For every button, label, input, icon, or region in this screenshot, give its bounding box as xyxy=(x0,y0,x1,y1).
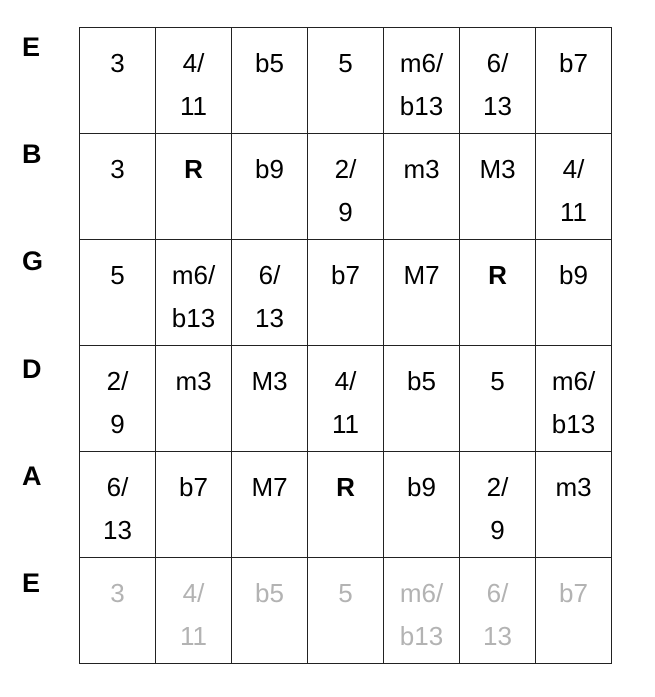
interval-label: 5 xyxy=(490,366,505,396)
interval-cell xyxy=(232,558,308,664)
interval-cell xyxy=(536,452,612,558)
interval-cell xyxy=(232,28,308,134)
interval-cell xyxy=(536,346,612,452)
interval-label: b7 xyxy=(179,472,208,502)
interval-label: 5 xyxy=(110,260,125,290)
interval-cell xyxy=(308,452,384,558)
interval-cell xyxy=(536,134,612,240)
interval-cell xyxy=(308,240,384,346)
grid-row-a xyxy=(80,452,612,558)
interval-cell xyxy=(80,28,156,134)
interval-label: b9 xyxy=(407,472,436,502)
interval-label: m3 xyxy=(175,366,212,396)
interval-label: b7 xyxy=(331,260,360,290)
interval-cell xyxy=(384,28,460,134)
interval-cell xyxy=(384,240,460,346)
string-label-g: G xyxy=(22,246,44,276)
interval-cell xyxy=(308,28,384,134)
interval-label: 3 xyxy=(110,48,125,78)
interval-label: b5 xyxy=(255,578,284,608)
interval-cell xyxy=(308,558,384,664)
interval-label: 2/ 9 xyxy=(486,472,509,545)
interval-label: 2/ 9 xyxy=(106,366,129,439)
interval-label: M7 xyxy=(251,472,288,502)
interval-cell xyxy=(232,346,308,452)
interval-label: 3 xyxy=(110,578,125,608)
grid-row-low-e xyxy=(80,558,612,664)
interval-label: 6/ 13 xyxy=(255,260,284,333)
interval-cell xyxy=(156,28,232,134)
string-label-d: D xyxy=(22,354,42,384)
interval-label: 6/ 13 xyxy=(103,472,132,545)
interval-cell xyxy=(156,134,232,240)
interval-cell xyxy=(156,346,232,452)
interval-cell xyxy=(460,134,536,240)
interval-label: b7 xyxy=(559,578,588,608)
string-label-b: B xyxy=(22,139,42,169)
interval-cell xyxy=(232,452,308,558)
interval-cell xyxy=(536,558,612,664)
interval-label: b9 xyxy=(559,260,588,290)
grid-row-g xyxy=(80,240,612,346)
interval-label: 6/ 13 xyxy=(483,48,512,121)
interval-cell xyxy=(80,346,156,452)
grid-row-d xyxy=(80,346,612,452)
interval-cell xyxy=(460,558,536,664)
interval-label: m3 xyxy=(555,472,592,502)
interval-label: m6/ b13 xyxy=(171,260,216,333)
interval-label: 4/ 11 xyxy=(560,154,587,227)
interval-label: 4/ 11 xyxy=(180,48,207,121)
fretboard-interval-grid xyxy=(79,27,612,664)
interval-cell xyxy=(536,240,612,346)
interval-label: M7 xyxy=(403,260,440,290)
interval-label: b9 xyxy=(255,154,284,184)
interval-cell xyxy=(536,28,612,134)
interval-cell xyxy=(80,558,156,664)
interval-cell xyxy=(156,558,232,664)
interval-cell xyxy=(308,134,384,240)
string-label-low-e: E xyxy=(22,568,41,598)
interval-cell xyxy=(156,240,232,346)
interval-label: m3 xyxy=(403,154,440,184)
interval-cell xyxy=(384,134,460,240)
interval-cell xyxy=(384,558,460,664)
interval-label: 6/ 13 xyxy=(483,578,512,651)
interval-label: 3 xyxy=(110,154,125,184)
interval-cell xyxy=(460,28,536,134)
interval-label: 4/ 11 xyxy=(332,366,359,439)
interval-cell xyxy=(308,346,384,452)
interval-cell xyxy=(460,452,536,558)
string-label-a: A xyxy=(22,461,42,491)
interval-cell xyxy=(460,346,536,452)
interval-cell xyxy=(156,452,232,558)
interval-cell xyxy=(384,346,460,452)
interval-label: R xyxy=(488,260,507,290)
interval-label: R xyxy=(336,472,355,502)
interval-label: 5 xyxy=(338,578,353,608)
interval-cell xyxy=(232,240,308,346)
interval-label: M3 xyxy=(479,154,516,184)
grid-row-high-e xyxy=(80,28,612,134)
interval-cell xyxy=(232,134,308,240)
string-label-high-e: E xyxy=(22,32,41,62)
interval-cell xyxy=(384,452,460,558)
interval-cell xyxy=(80,134,156,240)
interval-label: m6/ b13 xyxy=(551,366,596,439)
interval-label: 4/ 11 xyxy=(180,578,207,651)
interval-label: 2/ 9 xyxy=(334,154,357,227)
interval-label: b5 xyxy=(255,48,284,78)
interval-label: M3 xyxy=(251,366,288,396)
interval-cell xyxy=(80,240,156,346)
interval-cell xyxy=(80,452,156,558)
grid-row-b xyxy=(80,134,612,240)
interval-label: b7 xyxy=(559,48,588,78)
interval-label: b5 xyxy=(407,366,436,396)
interval-label: m6/ b13 xyxy=(399,48,444,121)
interval-label: m6/ b13 xyxy=(399,578,444,651)
interval-cell xyxy=(460,240,536,346)
interval-label: R xyxy=(184,154,203,184)
interval-label: 5 xyxy=(338,48,353,78)
